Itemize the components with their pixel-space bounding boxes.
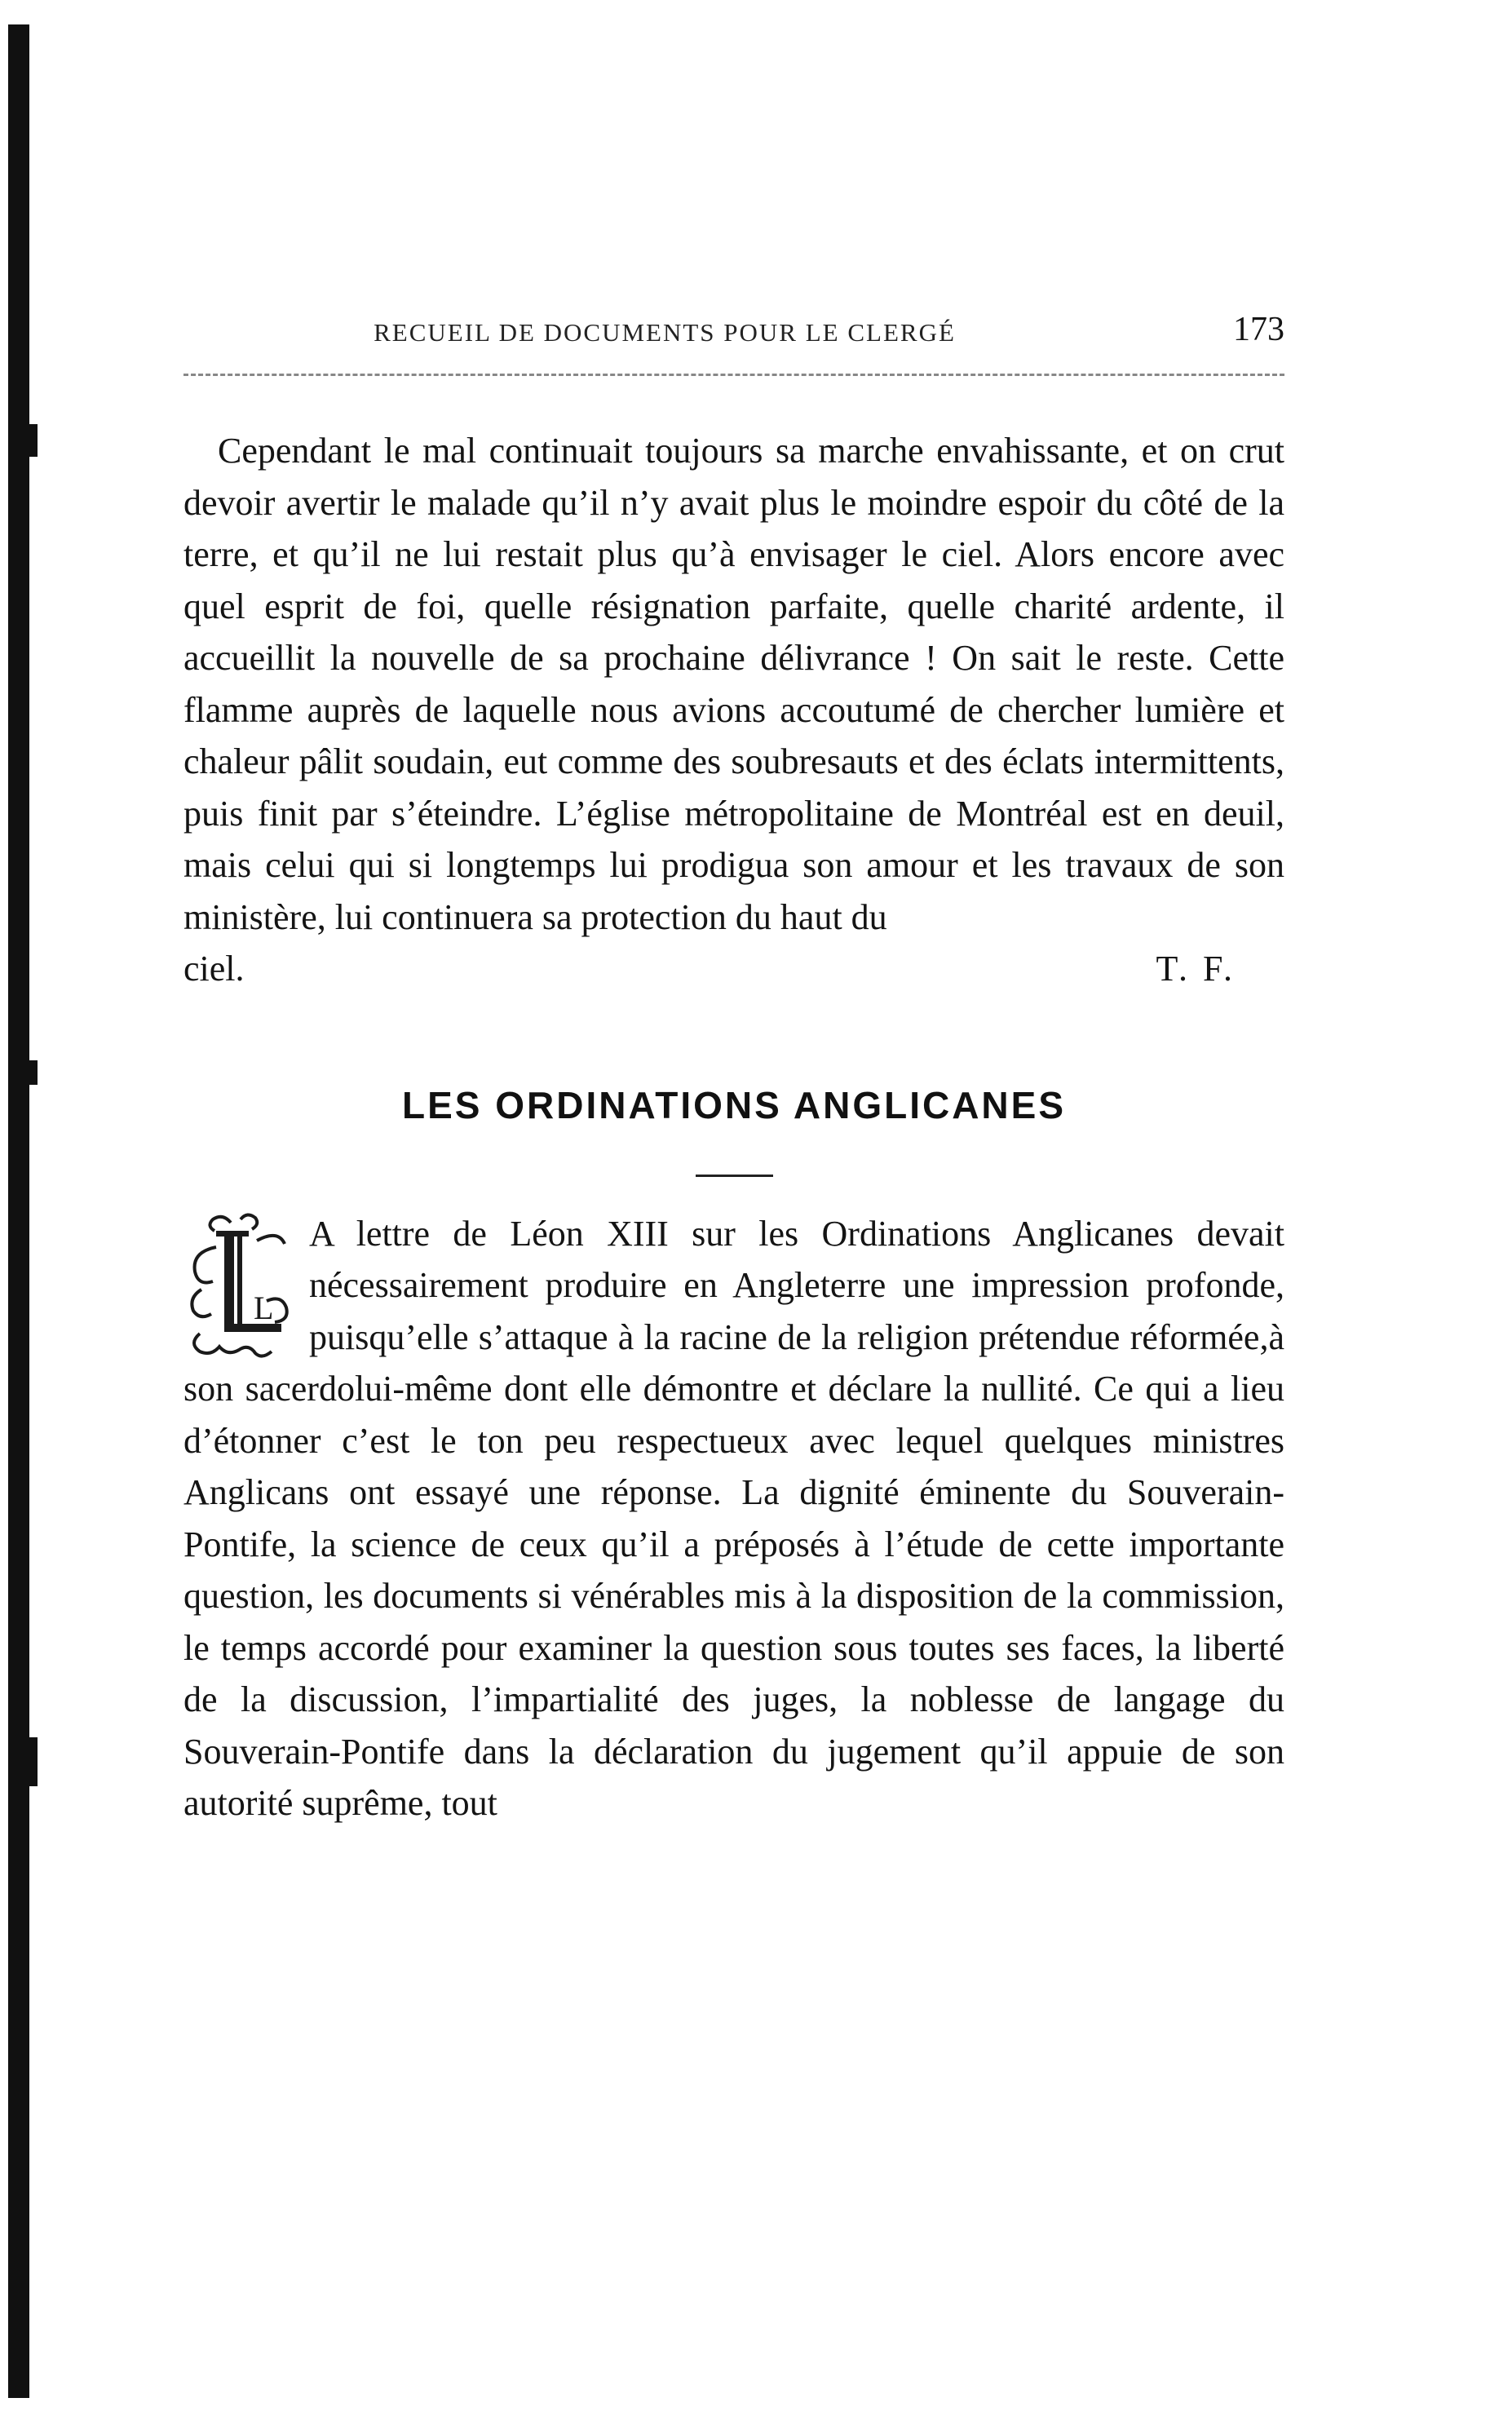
article-title: LES ORDINATIONS ANGLICANES [401,1083,1067,1126]
running-head [183,310,1284,359]
ornamental-dropcap-graphic [183,1211,298,1363]
scan-binding-mark [29,1060,38,1085]
book-page [183,310,1284,1829]
closing-word: ciel. [183,949,245,989]
article-body [183,1208,1284,1829]
scan-binding-mark [29,1737,38,1786]
header-rule [183,374,1284,376]
page-number: 173 [1233,311,1284,348]
running-title: RECUEIL DE DOCUMENTS POUR LE CLERGÉ [374,318,956,347]
body-paragraph: Cependant le mal continuait toujours sa marche envahissante, et on crut devoir avertir le malade qu’il n’y avait plus le moindre espoir du côté de la terre, et qu’il ne lui restait plus qu’à envisager le ciel. Alors encore avec quel esprit de foi, quelle résignation parfaite, quelle charité ardente, il accueillit la nouvelle de sa prochaine délivrance ! On sait le reste. Cette flamme auprès de laquelle nous avions accoutumé de chercher lumière et chaleur pâlit soudain, eut comme des soubresauts et des éclats intermittents, puis finit par s’éteindre. L’église métropolitaine de Montréal est en deuil, mais celui qui si longtemps lui prodigua son amour et les travaux de son ministère, lui continuera sa protection du haut du [183,431,1284,937]
author-signature: T. F. [1156,949,1236,989]
body-paragraph: A lettre de Léon XIII sur les Ordinations Anglicanes devait nécessairement produire en Angleterre une impression profonde, puisqu’elle s’attaque à la racine de la religion prétendue réformée,à son sacerdolui-même dont elle démontre et déclare la nullité. Ce qui a lieu d’étonner c’est le ton peu respectueux avec lequel quelques ministres Anglicans ont essayé une réponse. La dignité éminente du Souverain-Pontife, la science de ceux qu’il a préposés à l’étude de cette importante question, les documents si vénérables mis à la disposition de la commission, le temps accordé pour examiner la question sous toutes ses faces, la liberté de la discussion, l’impartialité des juges, la noblesse de langage du Souverain-Pontife dans la déclaration du jugement qu’il appuie de son autorité suprême, tout [183,1213,1284,1823]
dropcap-letter: L [254,1289,274,1326]
scan-binding-mark [29,424,38,457]
title-rule [696,1175,773,1177]
ornamental-dropcap [183,1211,298,1363]
closing-line [183,943,1284,995]
scan-binding-edge [8,24,29,2398]
